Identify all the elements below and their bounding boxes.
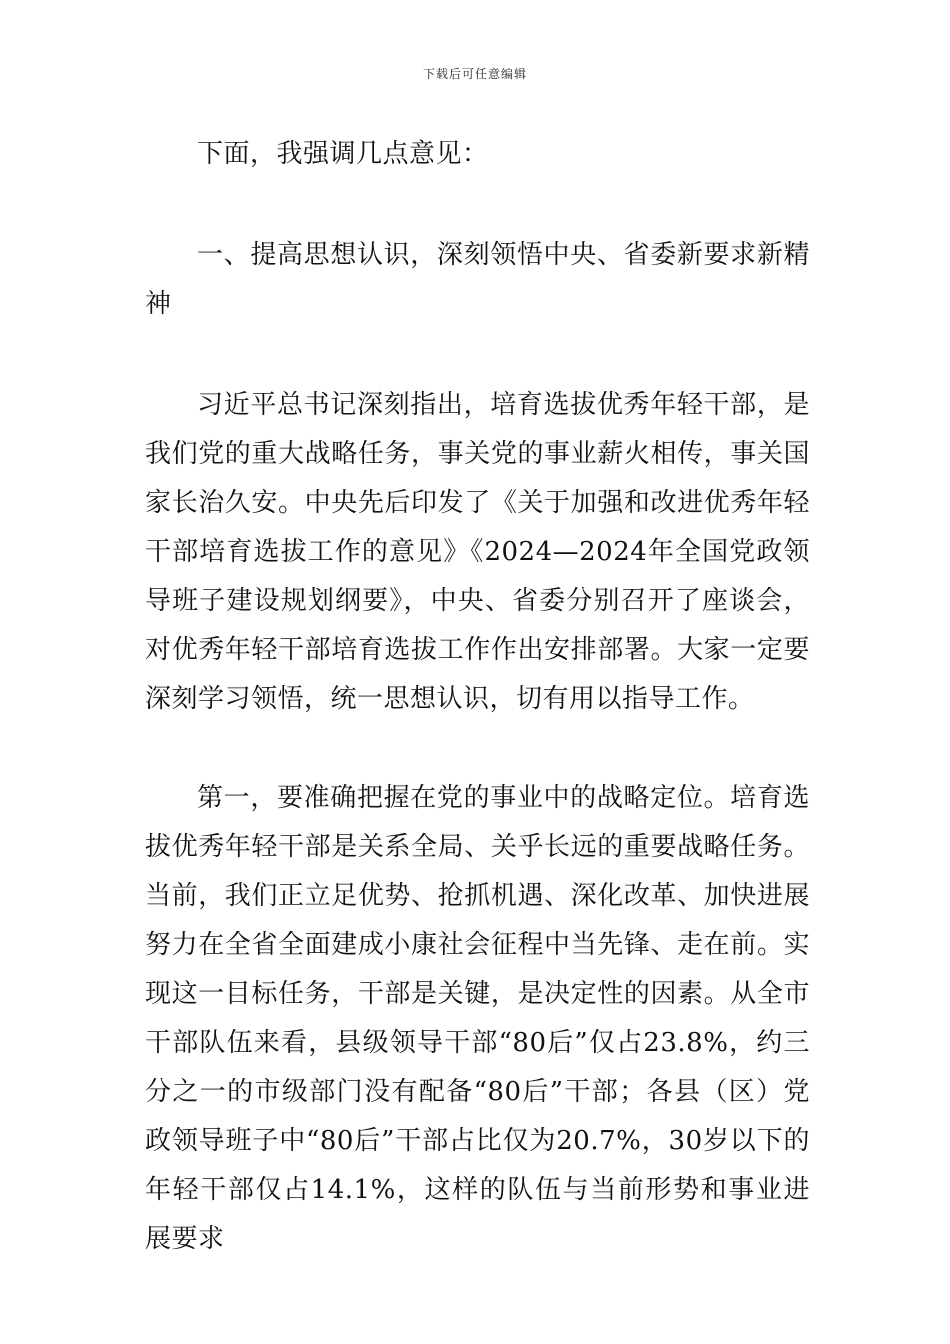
paragraph-intro: 下面，我强调几点意见：: [197, 139, 489, 169]
section-heading: 一、提高思想认识，深刻领悟中央、省委新要求新精神: [145, 240, 810, 319]
header-note: 下载后可任意编辑: [422, 67, 527, 81]
paragraph-central-guidance: 习近平总书记深刻指出，培育选拔优秀年轻干部，是我们党的重大战略任务，事关党的事业薪火相传，事关国家长治久安。中央先后印发了《关于加强和改进优秀年轻干部培育选拔工作的意见》《2024—2024年全国党政领导班子建设规划纲要》，中央、省委分别召开了座谈会，对优秀年轻干部培育选拔工作作出安排部署。大家一定要深刻学习领悟，统一思想认识，切有用以指导工作。: [145, 390, 810, 714]
paragraph-first-point: 第一，要准确把握在党的事业中的战略定位。培育选拔优秀年轻干部是关系全局、关乎长远的重要战略任务。当前，我们正立足优势、抢抓机遇、深化改革、加快进展努力在全省全面建成小康社会征程中当先锋、走在前。实现这一目标任务，干部是关键，是决定性的因素。从全市干部队伍来看，县级领导干部“80后”仅占23.8%，约三分之一的市级部门没有配备“80后”干部；各县（区）党政领导班子中“80后”干部占比仅为20.7%，30岁以下的年轻干部仅占14.1%，这样的队伍与当前形势和事业进展要求: [145, 783, 810, 1254]
document-body: [145, 130, 810, 1264]
